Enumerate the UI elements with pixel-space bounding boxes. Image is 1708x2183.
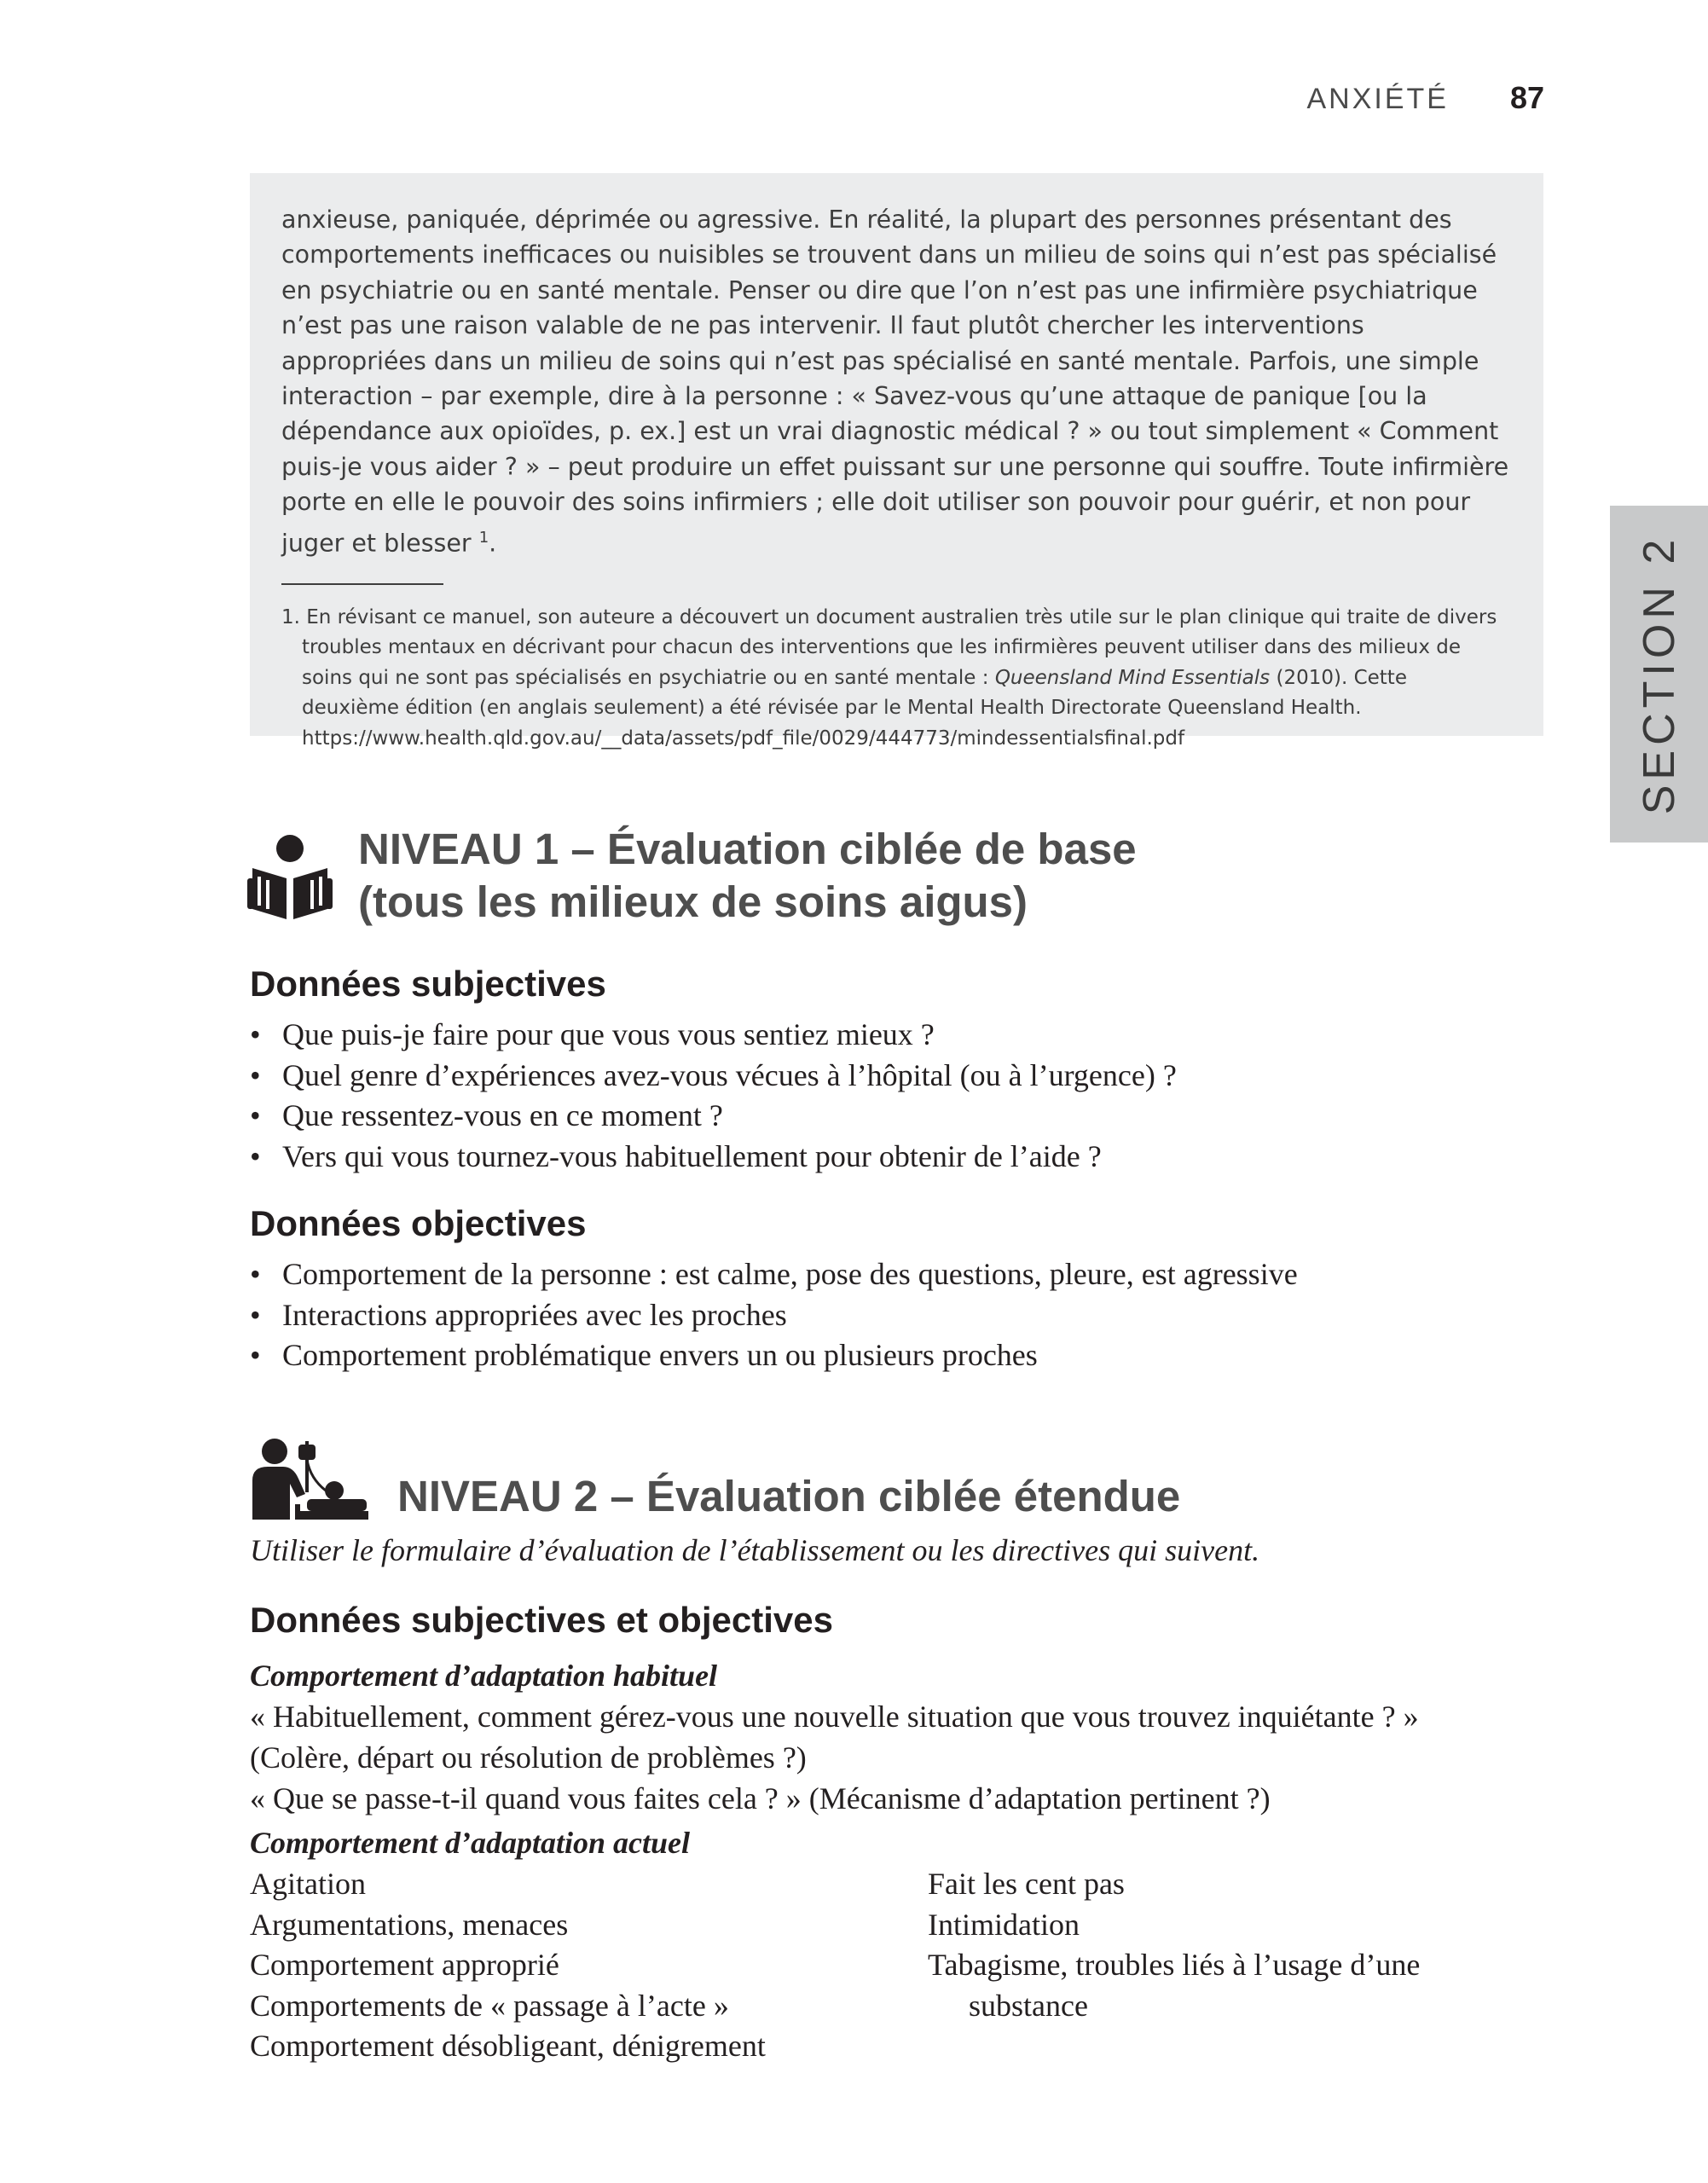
- list-item: • Que ressentez-vous en ce moment ?: [250, 1096, 1177, 1137]
- habitual-line: (Colère, départ ou résolution de problèmes ?): [250, 1740, 807, 1775]
- list-item: Tabagisme, troubles liés à l’usage d’une: [928, 1948, 1421, 1983]
- list-item: Fait les cent pas: [928, 1867, 1125, 1901]
- level1-objective-list: [250, 1254, 1298, 1376]
- list-item: Comportement désobligeant, dénigrement: [250, 2029, 766, 2064]
- footnote-title: Queensland Mind Essentials: [994, 666, 1271, 689]
- list-item: Argumentations, menaces: [250, 1907, 569, 1942]
- list-item: Agitation: [250, 1867, 366, 1901]
- level1-subjective-list: [250, 1015, 1177, 1177]
- level1-objective-heading: Données objectives: [250, 1203, 587, 1243]
- note-box: [250, 173, 1543, 750]
- running-head: [1306, 80, 1544, 116]
- list-item: • Comportement de la personne : est calme, pose des questions, pleure, est agressive: [250, 1254, 1298, 1295]
- footnote: 1. En révisant ce manuel, son auteure a découvert un document australien très utile sur le plan clinique qui traite de divers troubles mentaux en décrivant pour chacun des interventions que les infirmières peuvent utiliser dans des milieux de soins qui ne sont pas spécialisés en psychiatrie ou en santé mentale : Queensland Mind Essentials (2010). Cette deuxième édition (en anglais seulement) a été révisée par le Mental Health Directorate Queensland Health. https://www.health.qld.gov.au/__data/assets/pdf_file/0029/444773/mindessentialsfinal.pdf: [281, 605, 1497, 750]
- level2-title: NIVEAU 2 – Évaluation ciblée étendue: [397, 1472, 1181, 1520]
- habitual-line: « Habituellement, comment gérez-vous une nouvelle situation que vous trouvez inquiétante ? »: [250, 1699, 1419, 1734]
- list-item: Comportements de « passage à l’acte »: [250, 1988, 729, 2023]
- level2-heading: Données subjectives et objectives: [250, 1600, 833, 1640]
- level2-note: Utiliser le formulaire d’évaluation de l’établissement ou les directives qui suivent.: [250, 1533, 1260, 1567]
- list-item: Intimidation: [928, 1907, 1080, 1942]
- list-item: • Que puis-je faire pour que vous vous sentiez mieux ?: [250, 1015, 1177, 1056]
- note-paragraph: anxieuse, paniquée, déprimée ou agressive. En réalité, la plupart des personnes présentant des comportements inefficaces ou nuisibles se trouvent dans un milieu de soins qui n’est pas spécialisé en psychiatrie ou en santé mentale. Penser ou dire que l’on n’est pas une infirmière psychiatrique n’est pas une raison valable de ne pas intervenir. Il faut plutôt chercher les interventions appropriées dans un milieu de soins qui n’est pas spécialisé en santé mentale. Parfois, une simple interaction – par exemple, dire à la personne : « Savez-vous qu’une attaque de panique [ou la dépendance aux opioïdes, p. ex.] est un vrai diagnostic médical ? » ou tout simplement « Comment puis-je vous aider ? » – peut produire un effet puissant sur une personne qui souffre. Toute infirmière porte en elle le pouvoir des soins infirmiers ; elle doit utiliser son pouvoir pour guérir, et non pour juger et blesser $^1$.: [281, 206, 1509, 558]
- current-left-column: [250, 1864, 766, 2067]
- section-tab-label: SECTION 2: [1634, 534, 1684, 814]
- nurse-patient-icon: [249, 1438, 368, 1520]
- chapter-title: ANXIÉTÉ: [1306, 83, 1449, 115]
- level1-title: NIVEAU 1 – Évaluation ciblée de base (tous les milieux de soins aigus): [358, 825, 1137, 926]
- list-item: • Vers qui vous tournez-vous habituellement pour obtenir de l’aide ?: [250, 1137, 1177, 1178]
- level1-subjective-heading: Données subjectives: [250, 964, 606, 1004]
- footnote-ref: 1: [478, 528, 489, 547]
- current-right-column: [928, 1864, 1420, 2026]
- list-item: • Interactions appropriées avec les proches: [250, 1295, 1298, 1336]
- habitual-line: « Que se passe-t-il quand vous faites cela ? » (Mécanisme d’adaptation pertinent ?): [250, 1781, 1271, 1815]
- list-item: • Comportement problématique envers un ou plusieurs proches: [250, 1335, 1298, 1376]
- list-item: substance: [969, 1988, 1088, 2023]
- list-item: Comportement approprié: [250, 1948, 559, 1983]
- section-tab: [1610, 506, 1708, 843]
- habitual-heading: Comportement d’adaptation habituel: [250, 1659, 718, 1693]
- footnote-rule: [281, 583, 443, 585]
- current-heading: Comportement d’adaptation actuel: [250, 1826, 691, 1860]
- page-number: 87: [1509, 80, 1544, 115]
- reader-icon: [247, 834, 333, 921]
- list-item: • Quel genre d’expériences avez-vous vécues à l’hôpital (ou à l’urgence) ?: [250, 1056, 1177, 1097]
